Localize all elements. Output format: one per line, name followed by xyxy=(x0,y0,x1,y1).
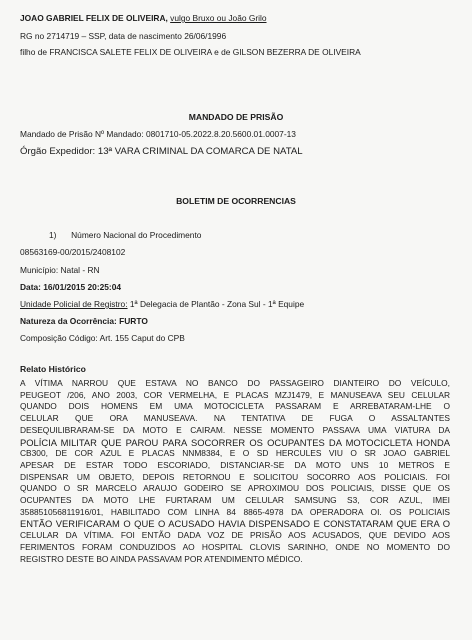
relato-line: DISPENSAR UM OBJETO, DEPOIS RETORNOU E SOLICITOU SOCORRO AOS POLICIAIS. FOI xyxy=(20,471,450,482)
procedure-item-number: 1) xyxy=(49,230,57,240)
orgao-expedidor: Órgão Expedidor: 13ª VARA CRIMINAL DA COMARCA DE NATAL xyxy=(20,146,303,157)
person-header xyxy=(20,12,460,58)
composicao-codigo: Composição Código: Art. 155 Caput do CPB xyxy=(20,333,185,343)
parents-line: filho de FRANCISCA SALETE FELIX DE OLIVEIRA e de GILSON BEZERRA DE OLIVEIRA xyxy=(20,47,361,57)
data-ocorrencia: Data: 16/01/2015 20:25:04 xyxy=(20,282,122,292)
unidade-value: 1ª Delegacia de Plantão - Zona Sul - 1ª Equipe xyxy=(127,299,305,309)
relato-line: REGISTRO DESTE BO AINDA PASSAVAM POR ATENDIMENTO MÉDICO. xyxy=(20,553,303,564)
natureza-ocorrencia: Natureza da Ocorrência: FURTO xyxy=(20,316,148,326)
relato-line: ENTÃO VERIFICARAM O QUE O ACUSADO HAVIA DISPENSADO E CONSTATARAM QUE ERA O xyxy=(20,518,450,530)
relato-line: CELULAR DA VÍTIMA. FOI ENTÃO DADA VOZ DE PRISÃO AOS ACUSADOS, QUE DEVIDO AOS xyxy=(20,530,450,541)
unidade-label: Unidade Policial de Registro: xyxy=(20,299,128,309)
relato-line: FERIMENTOS FORAM CONDUZIDOS AO HOSPITAL CLOVIS SARINHO, ONDE NO MOMENTO DO xyxy=(20,541,450,552)
relato-line: 358851056811916/01, HABILITADO COM LINHA 84 8865-4978 DA OPERADORA OI. OS POLICIAIS xyxy=(20,506,450,517)
relato-line: QUANDO DOIS HOMENS EM UMA MOTOCICLETA PASSARAM E ARREBATARAM-LHE O xyxy=(20,401,450,412)
person-name: JOAO GABRIEL FELIX DE OLIVEIRA, xyxy=(20,13,168,23)
relato-line: OCUPANTES DA MOTO LHE FURTARAM UM CELULAR SAMSUNG S3, COR AZUL, IMEI xyxy=(20,495,450,506)
relato-line: QUANDO O SR MARCELO ARAUJO GODEIRO SE APROXIMOU DOS POLICIAIS, DISSE QUE OS xyxy=(20,483,450,494)
procedure-item-label: Número Nacional do Procedimento xyxy=(71,230,202,240)
relato-line: POLÍCIA MILITAR QUE PAROU PARA SOCORRER OS OCUPANTES DA MOTOCICLETA HONDA xyxy=(20,436,450,448)
person-alias: vulgo Bruxo ou João Grilo xyxy=(170,13,267,23)
procedure-item xyxy=(49,230,201,240)
relato-line: CB300, DE COR AZUL E PLACAS NNM8384, E O SD HERCULES VIU O SR JOAO GABRIEL xyxy=(20,448,450,459)
person-name-line xyxy=(20,12,460,24)
mandado-number: Mandado de Prisão Nº Mandado: 0801710-05.2022.8.20.5600.01.0007-13 xyxy=(20,129,296,139)
relato-line: A VÍTIMA NARROU QUE ESTAVA NO BANCO DO PASSAGEIRO DIANTEIRO DO VEÍCULO, xyxy=(20,378,450,388)
boletim-title: BOLETIM DE OCORRENCIAS xyxy=(176,196,296,206)
rg-line: RG no 2714719 – SSP, data de nascimento 26/06/1996 xyxy=(20,31,227,41)
relato-line: PEUGEOT /206, ANO 2003, COR VERMELHA, E PLACAS MZJ1479, E MANUSEAVA SEU CELULAR xyxy=(20,389,450,400)
municipio: Município: Natal - RN xyxy=(20,265,100,275)
relato-line: CELULAR QUE ORA MANUSEAVA. NA TENTATIVA DE FUGA O ASSALTANTES xyxy=(20,413,450,424)
relato-line: DESEQUILIBRARAM-SE DA MOTO E CAIRAM. NESSE MOMENTO PASSAVA UMA VIATURA DA xyxy=(20,424,450,435)
unidade-policial xyxy=(20,299,304,309)
mandado-title: MANDADO DE PRISÃO xyxy=(188,112,284,122)
relato-title: Relato Histórico xyxy=(20,364,86,374)
relato-text xyxy=(20,378,450,565)
relato-line: APESAR DE ESTAR TODO ESCORIADO, DISTANCIAR-SE DA MOTO UNS 10 METROS E xyxy=(20,459,450,470)
procedure-number: 08563169-00/2015/2408102 xyxy=(20,247,126,257)
